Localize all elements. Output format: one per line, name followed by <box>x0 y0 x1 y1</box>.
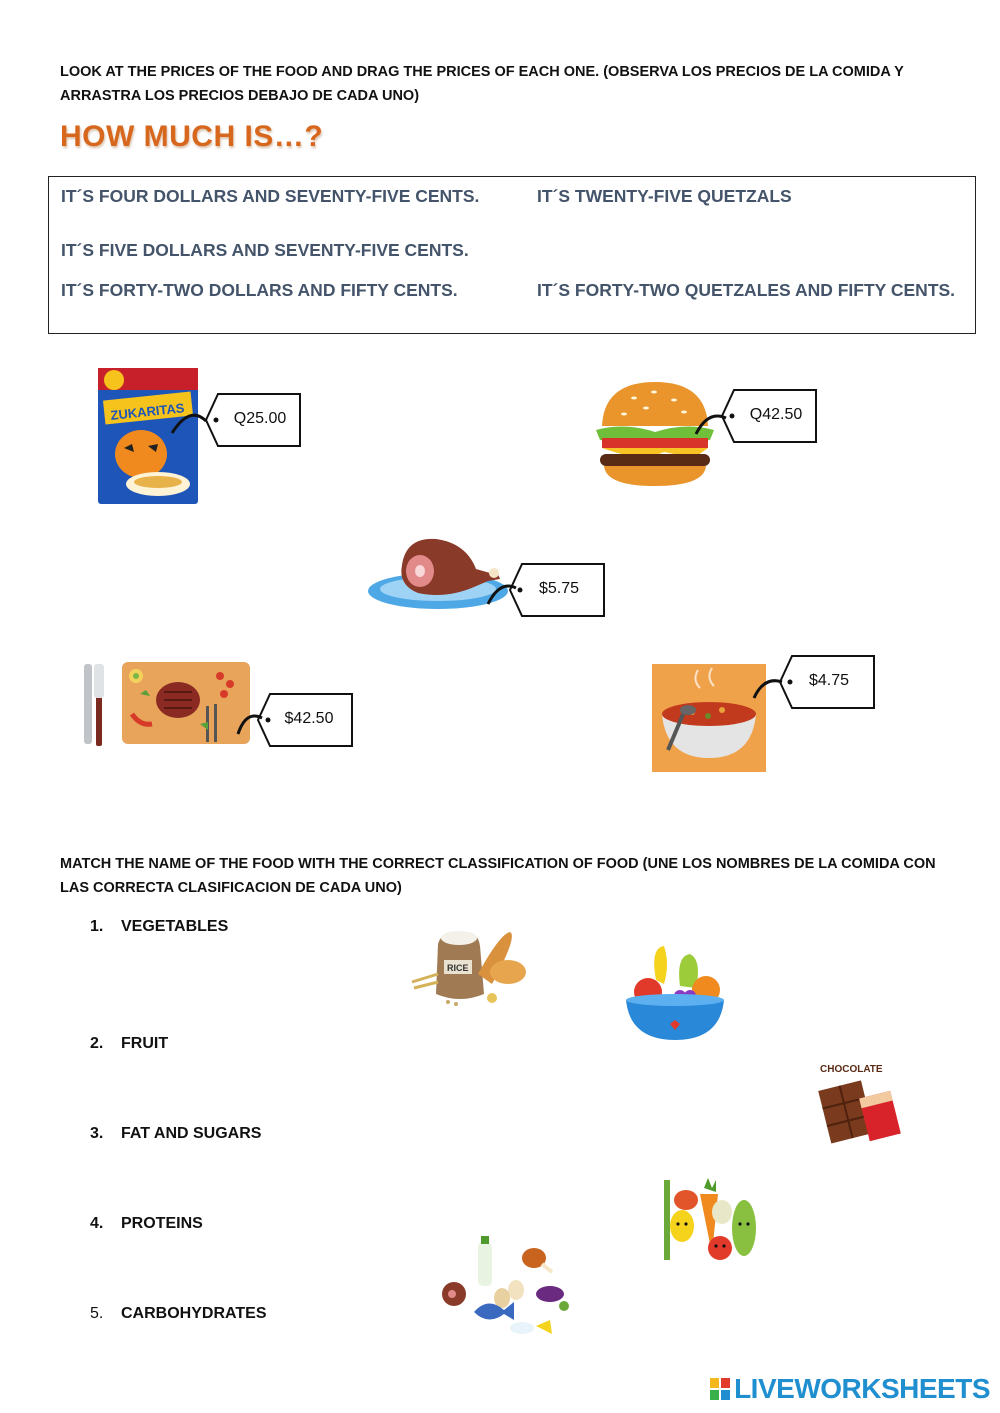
category-fruit[interactable]: FRUIT <box>121 1035 169 1052</box>
liveworksheets-logo <box>710 1373 990 1405</box>
fat-and-sugars-image[interactable] <box>818 1060 902 1144</box>
price-tag-cereal[interactable] <box>204 390 304 446</box>
steak-board-image <box>80 654 252 758</box>
tag-string <box>694 396 730 436</box>
page-title: HOW MUCH IS…? <box>60 120 324 153</box>
tag-string <box>752 668 786 702</box>
category-vegetables[interactable]: VEGETABLES <box>121 918 229 935</box>
price-label: Q42.50 <box>749 406 803 423</box>
price-label: $4.75 <box>808 672 850 689</box>
category-proteins[interactable]: PROTEINS <box>121 1215 203 1232</box>
category-fat-and-sugars[interactable]: FAT AND SUGARS <box>121 1125 262 1142</box>
price-tag-soup[interactable] <box>778 652 878 708</box>
tag-string <box>170 395 210 435</box>
price-tag-burger[interactable] <box>720 386 820 442</box>
proteins-image[interactable] <box>438 1236 578 1340</box>
price-tag-ham[interactable] <box>508 560 608 616</box>
list-number: 4. <box>90 1215 104 1232</box>
category-carbohydrates[interactable]: CARBOHYDRATES <box>121 1305 267 1322</box>
price-instruction: LOOK AT THE PRICES OF THE FOOD AND DRAG THE PRICES OF EACH ONE. (OBSERVA LOS PRECIOS DE LA COMIDA Y ARRASTRA LOS PRECIOS DEBAJO DE CADA UNO) <box>60 64 904 104</box>
soup-image <box>652 664 766 772</box>
option-forty-two-quetzales[interactable]: IT´S FORTY-TWO QUETZALES AND FIFTY CENTS. <box>537 280 956 300</box>
list-number: 5. <box>90 1305 104 1322</box>
cereal-box-image <box>96 366 200 506</box>
chocolate-text: CHOCOLATE <box>820 1064 883 1075</box>
option-forty-two-dollars[interactable]: IT´S FORTY-TWO DOLLARS AND FIFTY CENTS. <box>61 280 458 300</box>
price-label: $5.75 <box>538 580 580 597</box>
carbohydrates-image[interactable] <box>408 924 528 1008</box>
logo-icon <box>710 1375 730 1397</box>
cereal-brand-text: ZUKARITAS <box>109 400 186 423</box>
list-number: 1. <box>90 918 104 935</box>
list-number: 2. <box>90 1035 104 1052</box>
price-label: Q25.00 <box>233 410 287 427</box>
price-tag-steak[interactable] <box>256 690 356 746</box>
fruit-image[interactable] <box>624 940 726 1044</box>
rice-text: RICE <box>447 963 469 973</box>
option-twenty-five-quetzals[interactable]: IT´S TWENTY-FIVE QUETZALS <box>537 186 792 206</box>
option-four-dollars[interactable]: IT´S FOUR DOLLARS AND SEVENTY-FIVE CENTS. <box>61 186 480 206</box>
tag-string <box>486 574 520 608</box>
price-label: $42.50 <box>284 710 334 727</box>
logo-text: LIVEWORKSHEETS <box>734 1373 990 1404</box>
vegetables-image[interactable] <box>660 1174 766 1264</box>
option-five-dollars[interactable]: IT´S FIVE DOLLARS AND SEVENTY-FIVE CENTS. <box>61 240 469 260</box>
tag-string <box>236 700 266 736</box>
match-instruction: MATCH THE NAME OF THE FOOD WITH THE CORRECT CLASSIFICATION OF FOOD (UNE LOS NOMBRES DE LA COMIDA CON LAS CORRECTA CLASIFICACION DE CADA UNO) <box>60 856 936 896</box>
list-number: 3. <box>90 1125 104 1142</box>
